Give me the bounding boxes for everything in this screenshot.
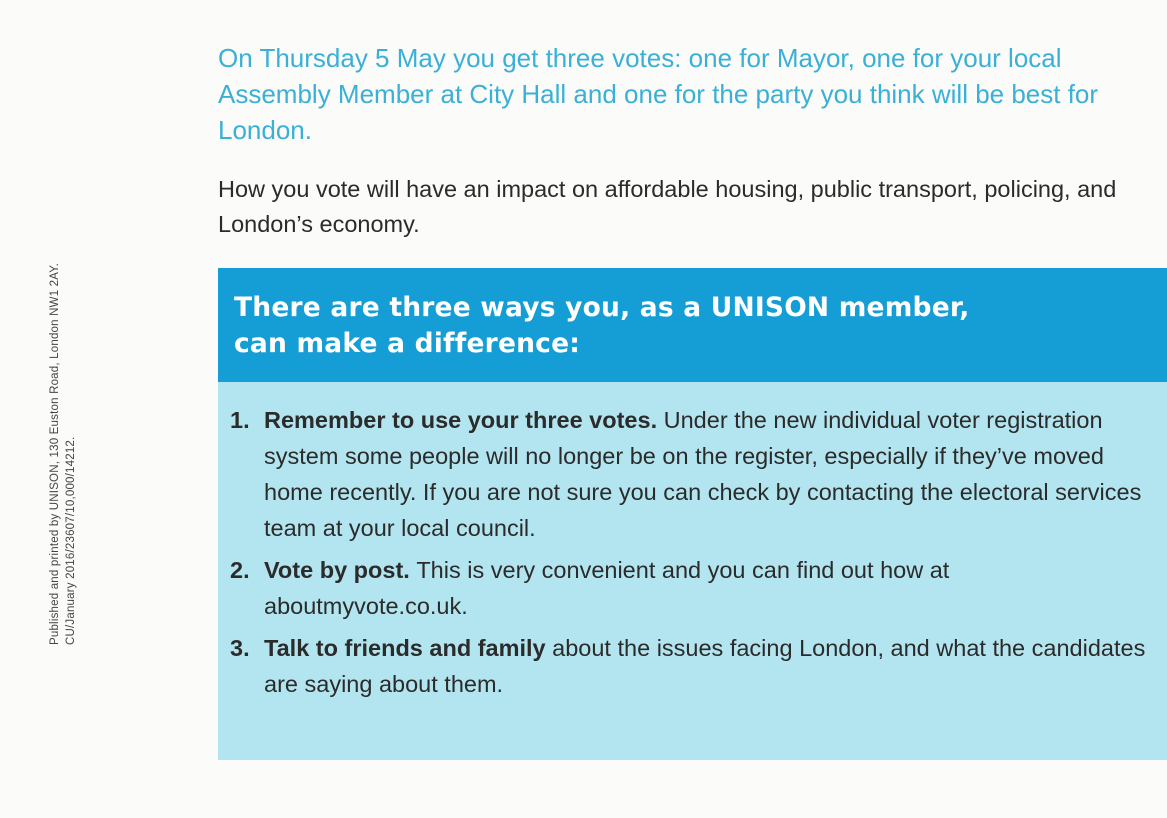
imprint-line-2: CU/January 2016/23607/10,000/14212.: [65, 436, 77, 645]
box-heading-line-2: can make a difference:: [234, 328, 581, 359]
step-item: [230, 552, 1147, 624]
steps-list: [218, 382, 1167, 702]
step-lead: Vote by post.: [264, 557, 417, 583]
publisher-imprint: [28, 20, 98, 800]
step-number: 1.: [230, 407, 250, 433]
step-text: This is very convenient and you can find out how at aboutmyvote.co.uk.: [264, 557, 950, 619]
step-item: [230, 630, 1147, 702]
step-text: about the issues facing London, and what the candidates are saying about them.: [264, 635, 1146, 697]
three-ways-box: [218, 268, 1167, 760]
box-heading: [234, 290, 1149, 362]
step-lead: Talk to friends and family: [264, 635, 553, 661]
box-heading-line-1: There are three ways you, as a UNISON member,: [234, 292, 970, 323]
step-text: Under the new individual voter registration system some people will no longer be on the register, especially if they’ve moved home recently. If you are not sure you can check by contacting the electoral services team at your local council.: [264, 407, 1142, 541]
step-item: [230, 402, 1147, 546]
step-number: 2.: [230, 557, 250, 583]
intro-paragraph: On Thursday 5 May you get three votes: one for Mayor, one for your local Assembly Member at City Hall and one for the party you think will be best for London.: [218, 43, 1099, 145]
step-number: 3.: [230, 635, 250, 661]
imprint-line-1: Published and printed by UNISON, 130 Euston Road, London NW1 2AY.: [49, 262, 61, 645]
step-lead: Remember to use your three votes.: [264, 407, 664, 433]
box-header: [218, 268, 1167, 382]
impact-paragraph: How you vote will have an impact on affordable housing, public transport, policing, and London’s economy.: [218, 176, 1117, 237]
